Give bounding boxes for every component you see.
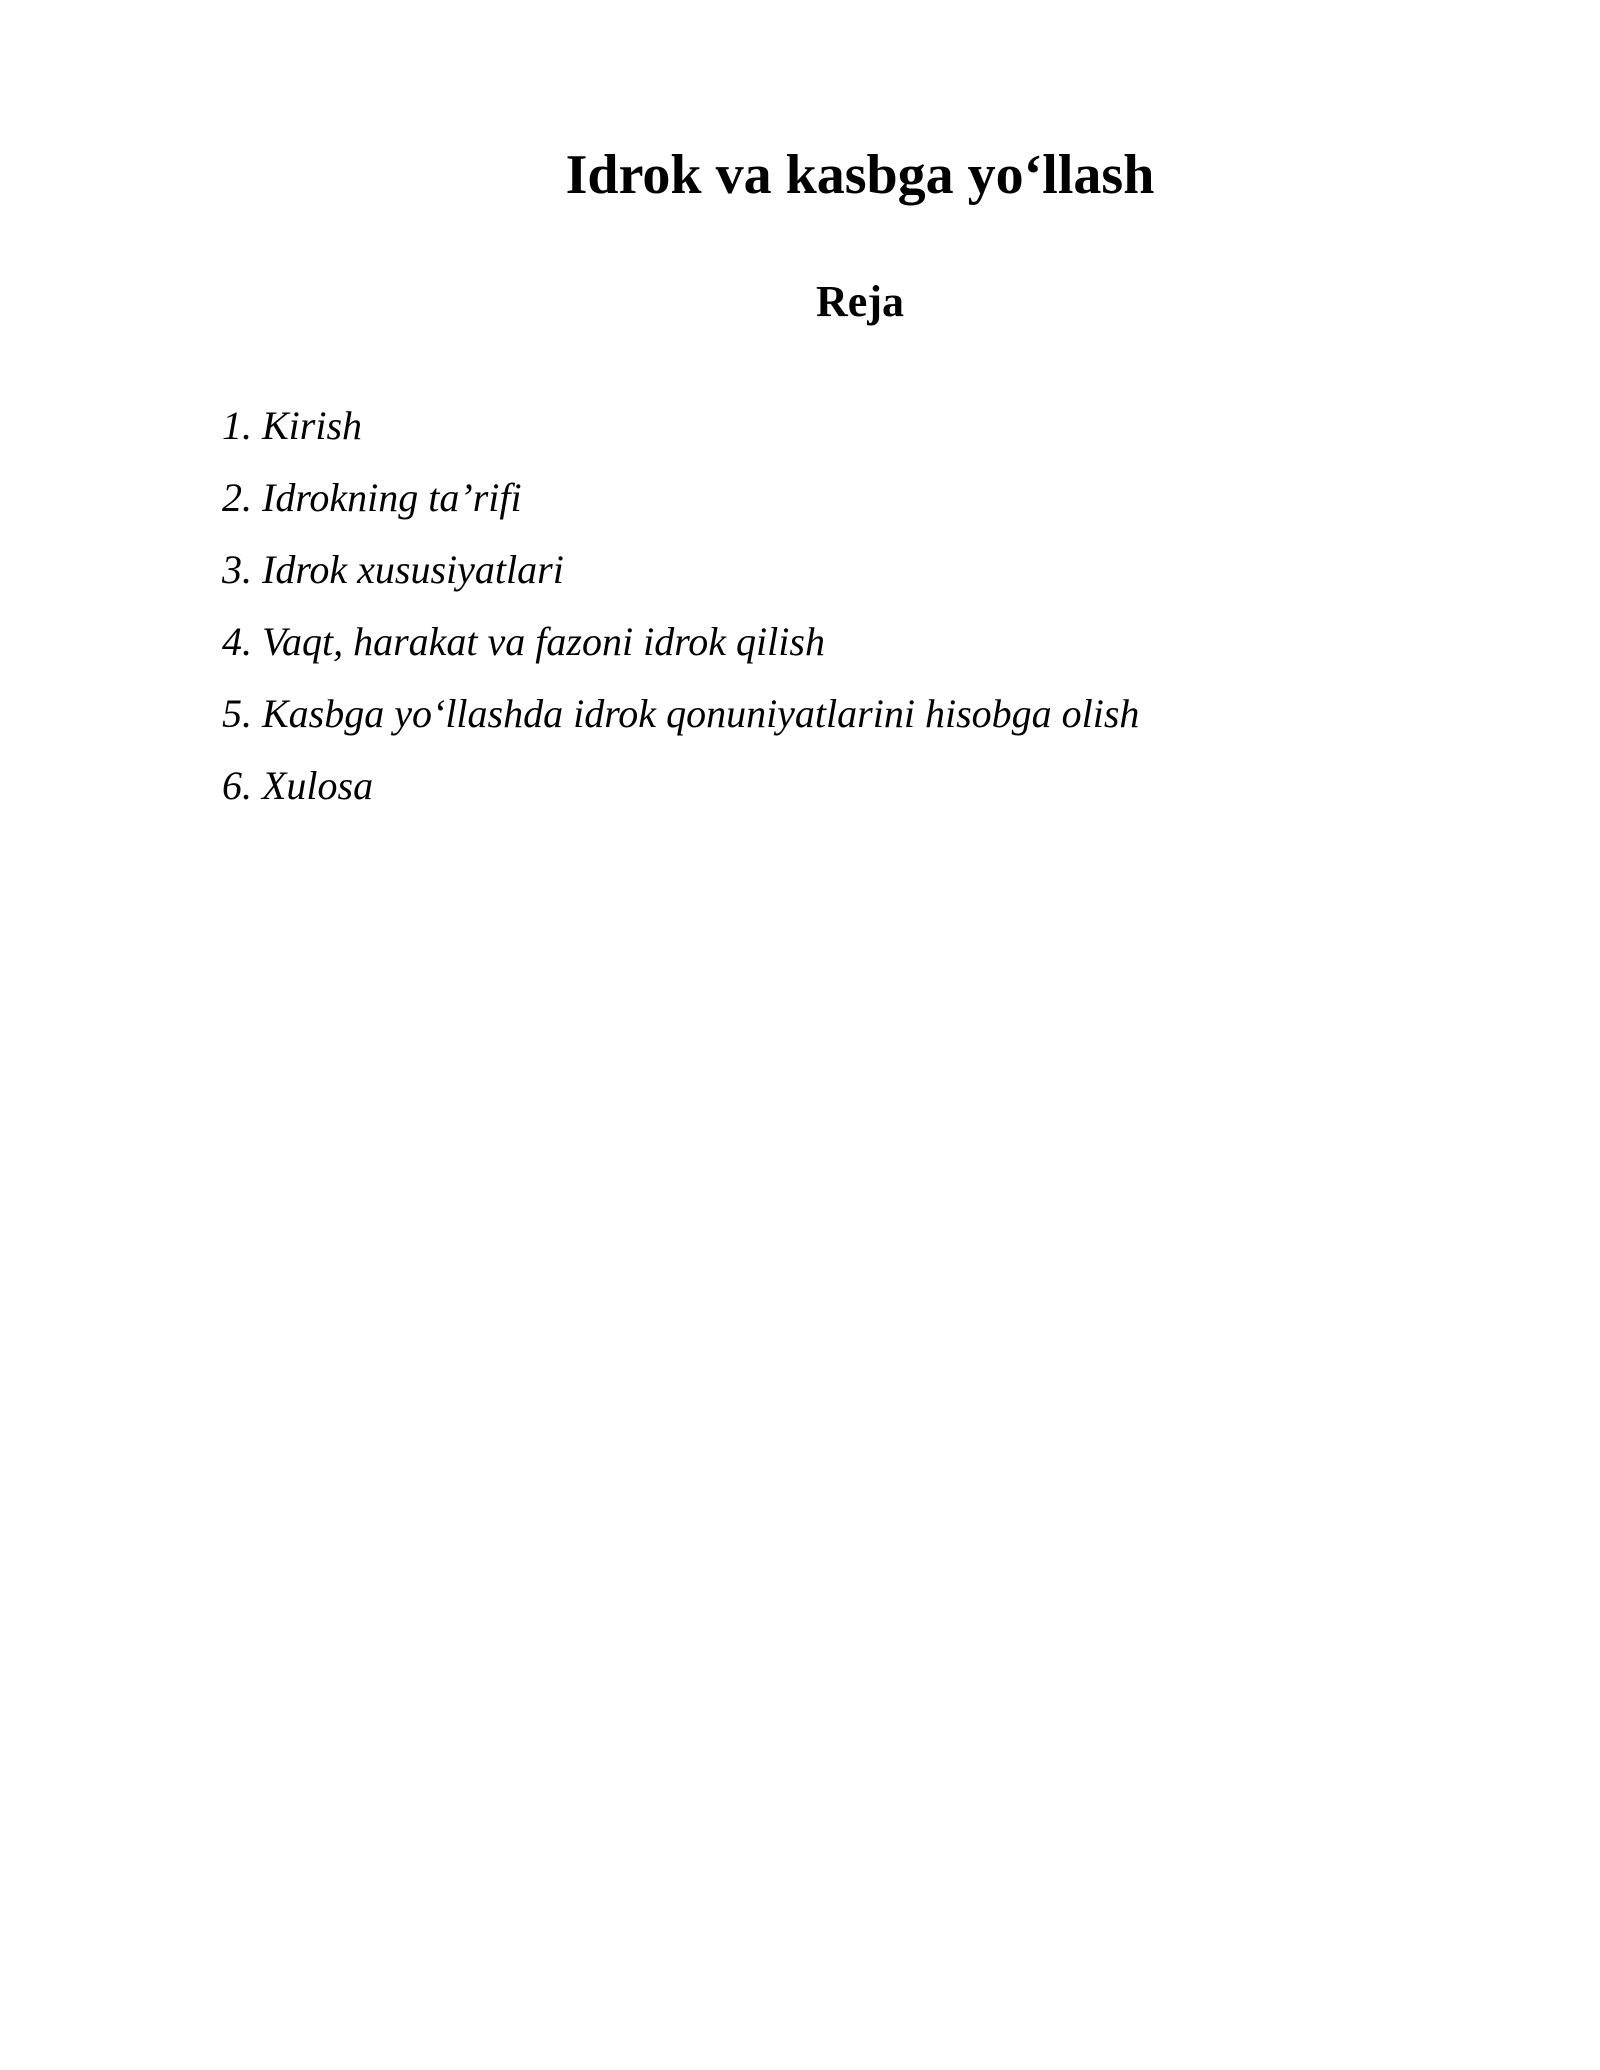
plan-item-4: 4. Vaqt, harakat va fazoni idrok qilish xyxy=(222,619,825,664)
plan-list xyxy=(222,390,1139,822)
plan-item-1: 1. Kirish xyxy=(222,403,363,448)
plan-heading: Reja xyxy=(816,277,904,326)
plan-item-2: 2. Idrokning ta’rifi xyxy=(222,475,522,520)
plan-item-6: 6. Xulosa xyxy=(222,763,374,808)
page-title: Idrok va kasbga yo‘llash xyxy=(565,144,1155,206)
plan-item-3: 3. Idrok xususiyatlari xyxy=(222,547,564,592)
plan-item-5: 5. Kasbga yo‘llashda idrok qonuniyatlarini hisobga olish xyxy=(222,691,1140,736)
